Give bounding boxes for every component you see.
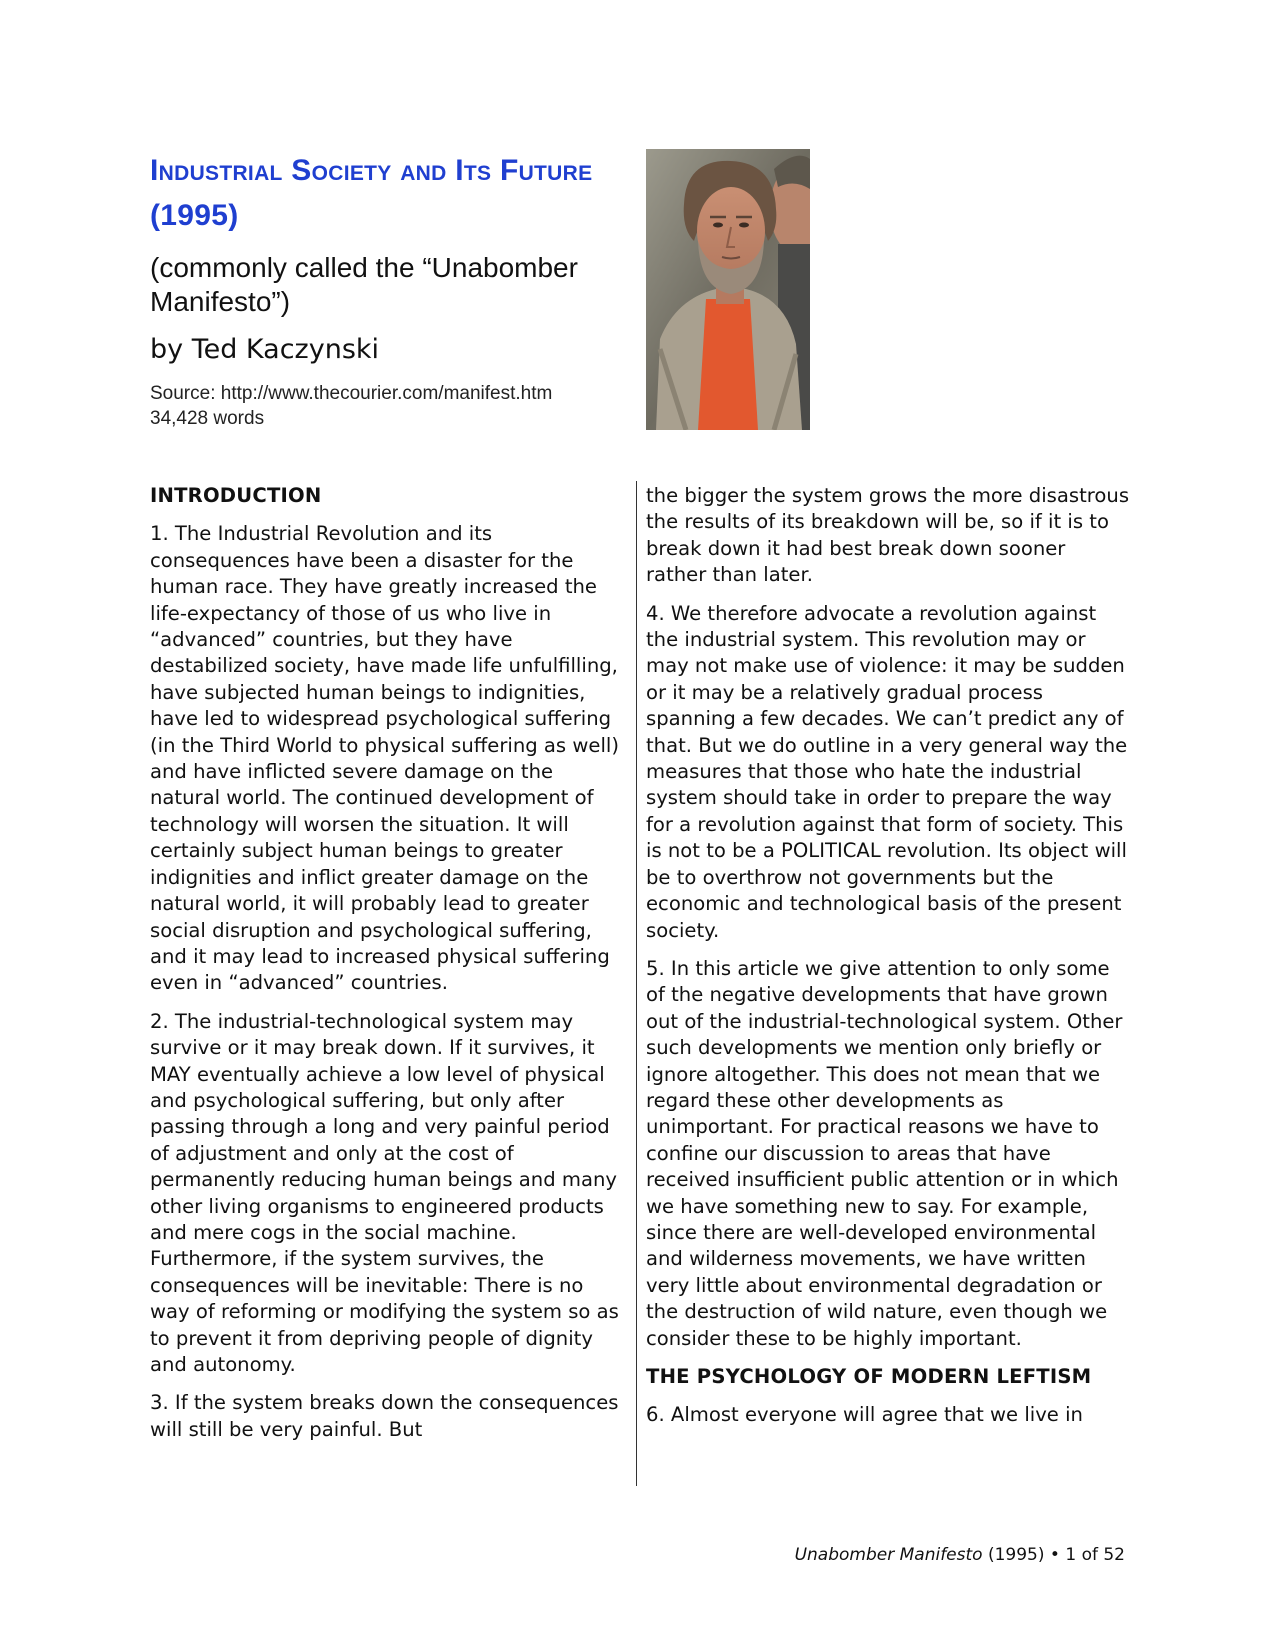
paragraph-3-start: 3. If the system breaks down the consequences will still be very painful. But: [150, 1391, 619, 1441]
section-heading-psychology: THE PSYCHOLOGY OF MODERN LEFTISM: [646, 1365, 1092, 1388]
author-photo: [646, 149, 810, 430]
footer-year: (1995): [987, 1545, 1045, 1565]
right-column: [646, 483, 1131, 1441]
paragraph-5: 5. In this article we give attention to only some of the negative developments that have grown out of the industrial-technological system. Other such developments we mention only briefly or ignore altogether. This does not mean that we regard these other developments as unimportant. For practical reasons we have to confine our discussion to areas that have received insufficient public attention or in which we have something new to say. For example, since there are well-developed environmental and wilderness movements, we have written very little about environmental degradation or the destruction of wild nature, even though we consider these to be highly important.: [646, 956, 1123, 1350]
paragraph-6-start: 6. Almost everyone will agree that we live in: [646, 1403, 1083, 1427]
footer-separator: •: [1049, 1545, 1060, 1565]
left-column: [150, 483, 625, 1455]
word-count: 34,428 words: [150, 408, 265, 429]
paragraph-4: 4. We therefore advocate a revolution against the industrial system. This revolution may or may not make use of violence: it may be sudden or it may be a relatively gradual process spanning a few decades. We can’t predict any of that. But we do outline in a very general way the measures that those who hate the industrial system should take in order to prepare the way for a revolution against that form of society. This is not to be a POLITICAL revolution. Its object will be to overthrow not governments but the economic and technological basis of the present society.: [646, 601, 1128, 942]
paragraph-3-continued: the bigger the system grows the more disastrous the results of its breakdown will be, so if it is to break down it had best break down sooner rather than later.: [646, 484, 1130, 587]
column-divider: [636, 481, 637, 1486]
page-footer: [795, 1544, 1125, 1566]
section-heading-introduction: INTRODUCTION: [150, 484, 322, 507]
paragraph-2: 2. The industrial-technological system may survive or it may break down. If it survives, it MAY eventually achieve a low level of physical and psychological suffering, but only after passing through a long and very painful period of adjustment and only at the cost of permanently reducing human beings and many other living organisms to engineered products and mere cogs in the social machine. Furthermore, if the system survives, the consequences will be inevitable: There is no way of reforming or modifying the system so as to prevent it from depriving people of dignity and autonomy.: [150, 1009, 619, 1376]
document-meta: [150, 381, 552, 431]
page-number: 1 of 52: [1065, 1545, 1125, 1565]
document-title: Industrial Society and Its Future (1995): [150, 154, 593, 232]
portrait-illustration: [646, 149, 810, 430]
author-byline: by Ted Kaczynski: [150, 334, 380, 365]
source-line: Source: http://www.thecourier.com/manifest.htm: [150, 383, 553, 404]
footer-title: Unabomber Manifesto: [794, 1545, 983, 1565]
paragraph-1: 1. The Industrial Revolution and its consequences have been a disaster for the human race. They have greatly increased the life-expectancy of those of us who live in “advanced” countries, but they have destabilized society, have made life unfulfilling, have subjected human beings to indignities, have led to widespread psychological suffering (in the Third World to physical suffering as well) and have inflicted severe damage on the natural world. The continued development of technology will worsen the situation. It will certainly subject human beings to greater indignities and inflict greater damage on the natural world, it will probably lead to greater social disruption and psychological suffering, and it may lead to increased physical suffering even in “advanced” countries.: [150, 522, 619, 995]
document-subtitle: (commonly called the “Unabomber Manifesto”): [150, 252, 578, 317]
